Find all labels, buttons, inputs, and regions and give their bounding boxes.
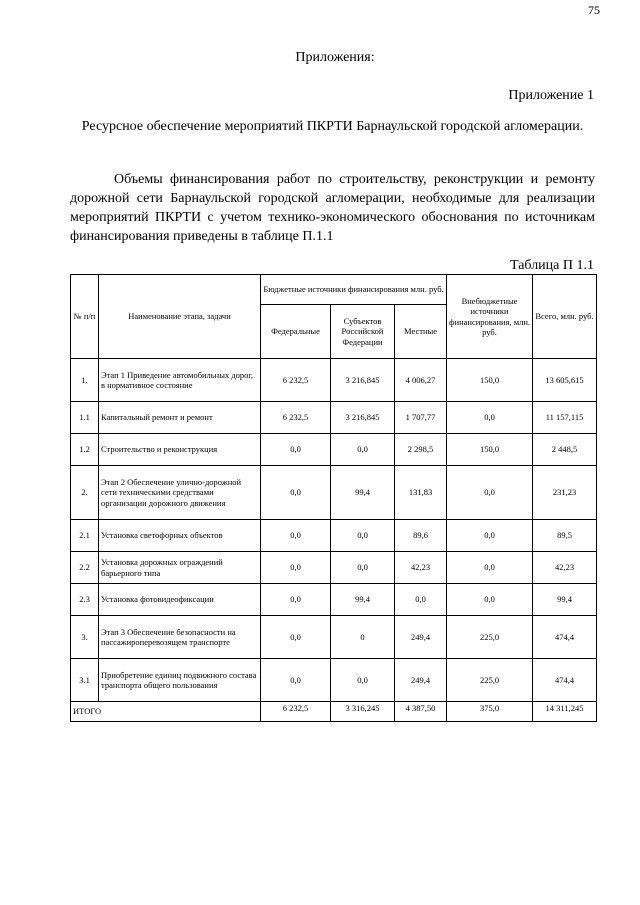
header-local: Местные xyxy=(395,305,447,359)
cell-extra: 225,0 xyxy=(447,659,533,702)
cell-name: Этап 2 Обеспечение улично-дорожной сети техническими средствами организации дорожного движения xyxy=(99,466,261,520)
cell-subjects: 0 xyxy=(331,616,395,659)
header-name: Наименование этапа, задачи xyxy=(99,275,261,359)
cell-local: 0,0 xyxy=(395,584,447,616)
cell-federal: 0,0 xyxy=(261,659,331,702)
cell-no: 3.1 xyxy=(71,659,99,702)
cell-extra: 0,0 xyxy=(447,466,533,520)
cell-subjects: 0,0 xyxy=(331,434,395,466)
table-row xyxy=(71,552,597,584)
financing-table xyxy=(70,274,597,722)
cell-federal: 0,0 xyxy=(261,434,331,466)
appendices-heading: Приложения: xyxy=(295,50,375,65)
cell-name: Капитальный ремонт и ремонт xyxy=(99,402,261,434)
cell-extra: 150,0 xyxy=(447,434,533,466)
cell-no: 1. xyxy=(71,359,99,402)
cell-local: 42,23 xyxy=(395,552,447,584)
cell-local: 4 006,27 xyxy=(395,359,447,402)
cell-no: 1.1 xyxy=(71,402,99,434)
cell-federal: 0,0 xyxy=(261,616,331,659)
cell-name: Приобретение единиц подвижного состава транспорта общего пользования xyxy=(99,659,261,702)
header-subjects: Субъектов Российской Федерации xyxy=(331,305,395,359)
cell-name: Этап 3 Обеспечение безопасности на пассажироперевозящем транспорте xyxy=(99,616,261,659)
table-row xyxy=(71,402,597,434)
cell-total: 42,23 xyxy=(533,552,597,584)
cell-local: 249,4 xyxy=(395,616,447,659)
cell-subjects: 3 216,845 xyxy=(331,359,395,402)
cell-total: 13 605,615 xyxy=(533,359,597,402)
cell-name: Строительство и реконструкция xyxy=(99,434,261,466)
table-row xyxy=(71,520,597,552)
header-extra: Внебюджетные источники финансирования, млн. руб. xyxy=(447,275,533,359)
header-federal: Федеральные xyxy=(261,305,331,359)
table-row xyxy=(71,434,597,466)
cell-local: 131,83 xyxy=(395,466,447,520)
header-no: № п/п xyxy=(71,275,99,359)
cell-no: 2.3 xyxy=(71,584,99,616)
cell-extra: 0,0 xyxy=(447,402,533,434)
cell-no: 2.1 xyxy=(71,520,99,552)
appendix-label: Приложение 1 xyxy=(508,88,594,103)
cell-federal: 0,0 xyxy=(261,584,331,616)
cell-federal: 0,0 xyxy=(261,552,331,584)
cell-total: 2 448,5 xyxy=(533,434,597,466)
cell-no: 2.2 xyxy=(71,552,99,584)
cell-extra: 0,0 xyxy=(447,552,533,584)
table-row xyxy=(71,659,597,702)
cell-total: 474,4 xyxy=(533,659,597,702)
cell-extra: 225,0 xyxy=(447,616,533,659)
cell-federal: 0,0 xyxy=(261,520,331,552)
cell-name: Установка светофорных объектов xyxy=(99,520,261,552)
total-label: ИТОГО xyxy=(71,702,261,722)
cell-federal: 6 232,5 xyxy=(261,402,331,434)
cell-local: 2 298,5 xyxy=(395,434,447,466)
document-title: Ресурсное обеспечение мероприятий ПКРТИ Барнаульской городской агломерации. xyxy=(81,119,584,134)
cell-subjects: 0,0 xyxy=(331,659,395,702)
cell-extra: 0,0 xyxy=(447,520,533,552)
cell-total: 474,4 xyxy=(533,616,597,659)
cell-total: 89,5 xyxy=(533,520,597,552)
page-number: 75 xyxy=(588,3,600,17)
cell-extra: 0,0 xyxy=(447,584,533,616)
cell-name: Установка дорожных ограждений барьерного типа xyxy=(99,552,261,584)
cell-local: 1 707,77 xyxy=(395,402,447,434)
table-caption: Таблица П 1.1 xyxy=(510,258,594,273)
total-subjects: 3 316,245 xyxy=(331,702,395,722)
cell-extra: 150,0 xyxy=(447,359,533,402)
cell-total: 231,23 xyxy=(533,466,597,520)
total-total: 14 311,245 xyxy=(533,702,597,722)
cell-local: 249,4 xyxy=(395,659,447,702)
table-row xyxy=(71,584,597,616)
cell-subjects: 99,4 xyxy=(331,466,395,520)
cell-name: Этап 1 Приведение автомобильных дорог, в нормативное состояние xyxy=(99,359,261,402)
total-local: 4 387,50 xyxy=(395,702,447,722)
cell-subjects: 0,0 xyxy=(331,520,395,552)
table-row xyxy=(71,359,597,402)
total-extra: 375,0 xyxy=(447,702,533,722)
cell-no: 3. xyxy=(71,616,99,659)
table-row xyxy=(71,616,597,659)
cell-subjects: 0,0 xyxy=(331,552,395,584)
table-row xyxy=(71,466,597,520)
cell-federal: 0,0 xyxy=(261,466,331,520)
cell-federal: 6 232,5 xyxy=(261,359,331,402)
total-federal: 6 232,5 xyxy=(261,702,331,722)
cell-local: 89,6 xyxy=(395,520,447,552)
cell-no: 1.2 xyxy=(71,434,99,466)
cell-total: 11 157,115 xyxy=(533,402,597,434)
cell-name: Установка фотовидеофиксации xyxy=(99,584,261,616)
total-row xyxy=(71,702,597,722)
cell-subjects: 3 216,845 xyxy=(331,402,395,434)
intro-paragraph: Объемы финансирования работ по строительству, реконструкции и ремонту дорожной сети Барнаульской городской агломерации, необходимые для реализации мероприятий ПКРТИ с учетом технико-экономического обоснования по источникам финансирования приведены в таблице П.1.1 xyxy=(70,172,595,244)
header-total: Всего, млн. руб. xyxy=(533,275,597,359)
cell-subjects: 99,4 xyxy=(331,584,395,616)
header-budget-group: Бюджетные источники финансирования млн. руб. xyxy=(261,275,447,305)
cell-total: 99,4 xyxy=(533,584,597,616)
cell-no: 2. xyxy=(71,466,99,520)
